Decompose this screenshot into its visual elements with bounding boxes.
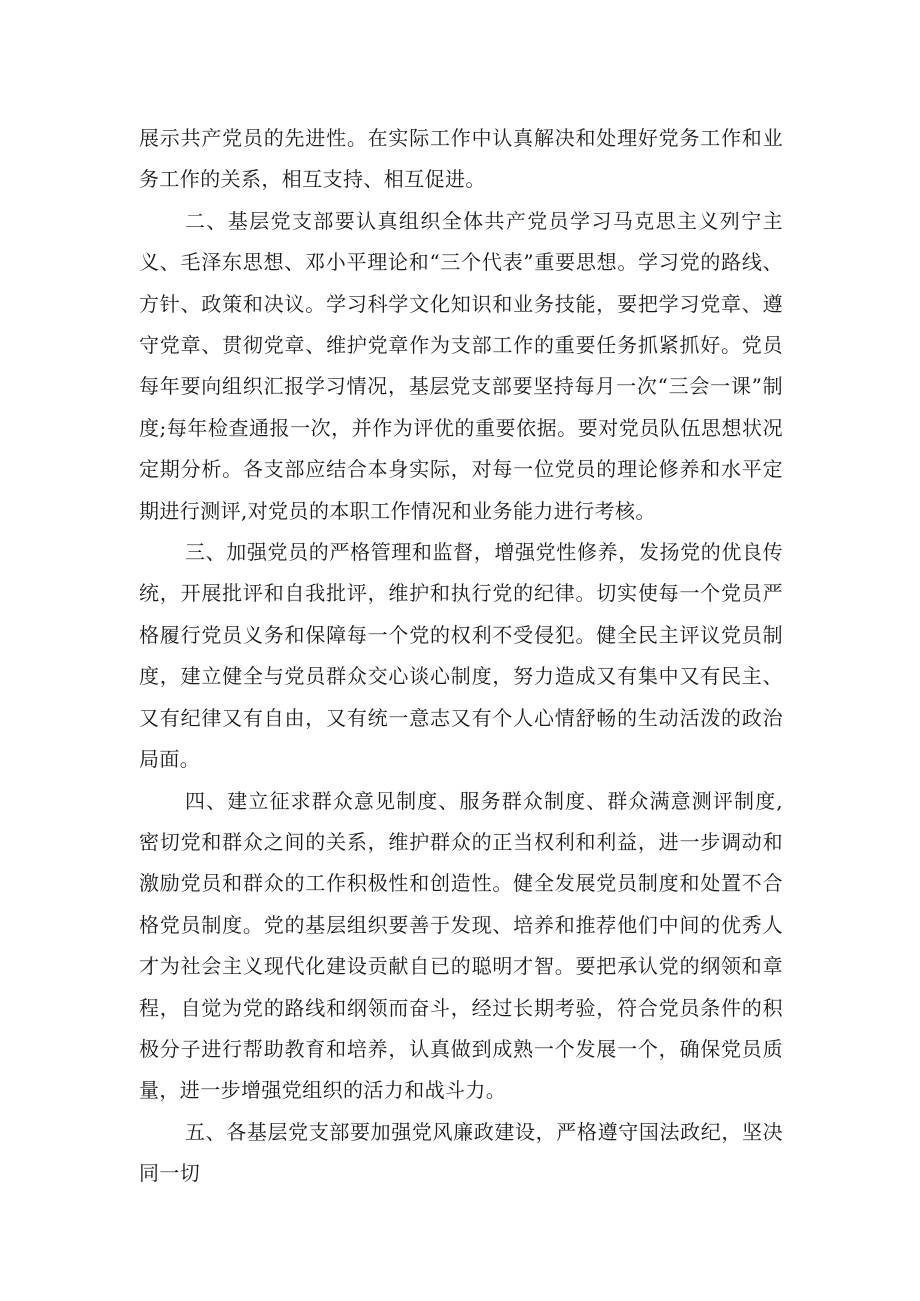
paragraph-section-2: 二、基层党支部要认真组织全体共产党员学习马克思主义列宁主义、毛泽东思想、邓小平理论和“三个代表”重要思想。学习党的路线、方针、政策和决议。学习科学文化知识和业务技能，要把学习党章、遵守党章、贯彻党章、维护党章作为支部工作的重要任务抓紧抓好。党员每年要向组织汇报学习情况，基层党支部要坚持每月一次“三会一课”制度;每年检查通报一次，并作为评优的重要依据。要对党员队伍思想状况定期分析。各支部应结合本身实际，对每一位党员的理论修养和水平定期进行测评,对党员的本职工作情况和业务能力进行考核。 xyxy=(139,208,783,523)
paragraph-section-3: 三、加强党员的严格管理和监督，增强党性修养，发扬党的优良传统，开展批评和自我批评，维护和执行党的纪律。切实使每一个党员严格履行党员义务和保障每一个党的权利不受侵犯。健全民主评议党员制度，建立健全与党员群众交心谈心制度，努力造成又有集中又有民主、又有纪律又有自由，又有统一意志又有个人心情舒畅的生动活泼的政治局面。 xyxy=(139,540,783,772)
paragraph-continued: 展示共产党员的先进性。在实际工作中认真解决和处理好党务工作和业务工作的关系，相互支持、相互促进。 xyxy=(139,126,783,192)
paragraph-section-5: 五、各基层党支部要加强党风廉政建设，严格遵守国法政纪，坚决同一切 xyxy=(139,1119,783,1186)
paragraph-section-4: 四、建立征求群众意见制度、服务群众制度、群众满意测评制度,密切党和群众之间的关系，维护群众的正当权利和利益，进一步调动和激励党员和群众的工作积极性和创造性。健全发展党员制度和处置不合格党员制度。党的基层组织要善于发现、培养和推荐他们中间的优秀人才为社会主义现代化建设贡献自已的聪明才智。要把承认党的纲领和章程，自觉为党的路线和纲领而奋斗，经过长期考验，符合党员条件的积极分子进行帮助教育和培养，认真做到成熟一个发展一个，确保党员质量，进一步增强党组织的活力和战斗力。 xyxy=(139,788,783,1103)
document-page xyxy=(139,118,783,1195)
